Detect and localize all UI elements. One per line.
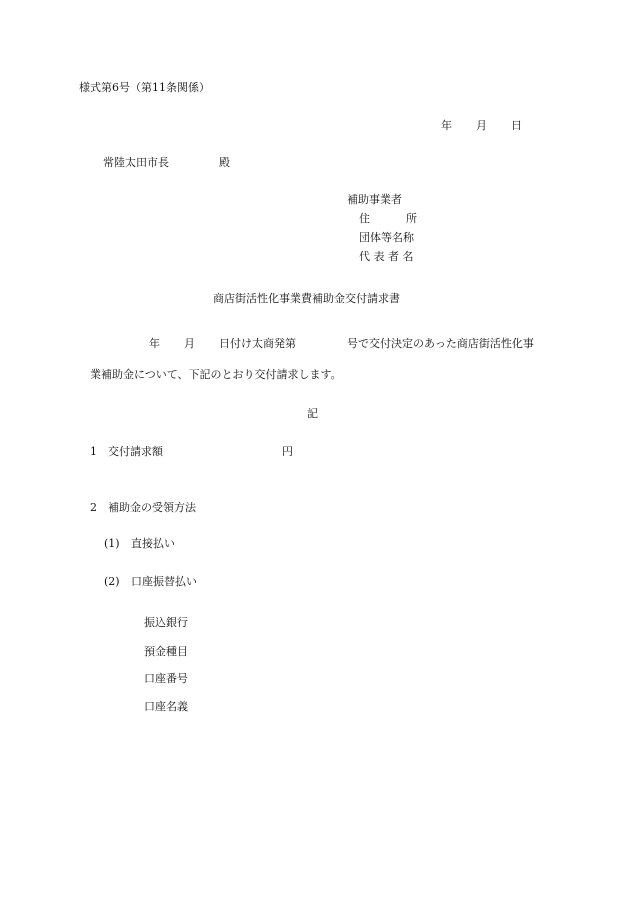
option2-number: (2) <box>104 575 120 588</box>
applicant-address-label-1: 住 <box>359 212 370 225</box>
item2-number: 2 <box>90 501 97 514</box>
applicant-heading: 補助事業者 <box>347 193 402 206</box>
addressee-name: 常陸太田市長 <box>103 156 169 169</box>
date-day: 日 <box>511 119 522 132</box>
option2-label: 口座振替払い <box>131 575 197 588</box>
date-month: 月 <box>476 119 487 132</box>
body-month: 月 <box>184 337 195 350</box>
item1-number: 1 <box>90 445 97 458</box>
item1-label: 交付請求額 <box>108 445 163 458</box>
addressee-honorific: 殿 <box>219 156 230 169</box>
account-type-field-label: 預金種目 <box>144 645 188 658</box>
body-line-2: 業補助金について、下記のとおり交付請求します。 <box>90 368 342 381</box>
body-reference: 日付け太商発第 <box>219 337 296 350</box>
body-rest: 号で交付決定のあった商店街活性化事 <box>347 337 534 350</box>
option1-label: 直接払い <box>131 537 175 550</box>
applicant-org-label: 団体等名称 <box>359 231 414 244</box>
account-number-field-label: 口座番号 <box>144 672 188 685</box>
body-year: 年 <box>149 337 160 350</box>
bank-field-label: 振込銀行 <box>144 616 188 629</box>
option1-number: (1) <box>104 537 120 550</box>
document-title: 商店街活性化事業費補助金交付請求書 <box>213 292 400 305</box>
account-holder-field-label: 口座名義 <box>144 700 188 713</box>
ki-heading: 記 <box>307 407 318 420</box>
item1-unit: 円 <box>282 445 293 458</box>
applicant-representative-label: 代 表 者 名 <box>359 250 414 263</box>
date-year: 年 <box>441 119 452 132</box>
item2-label: 補助金の受領方法 <box>108 501 196 514</box>
form-number: 様式第6号（第11条関係） <box>79 81 210 94</box>
applicant-address-label-2: 所 <box>406 212 417 225</box>
